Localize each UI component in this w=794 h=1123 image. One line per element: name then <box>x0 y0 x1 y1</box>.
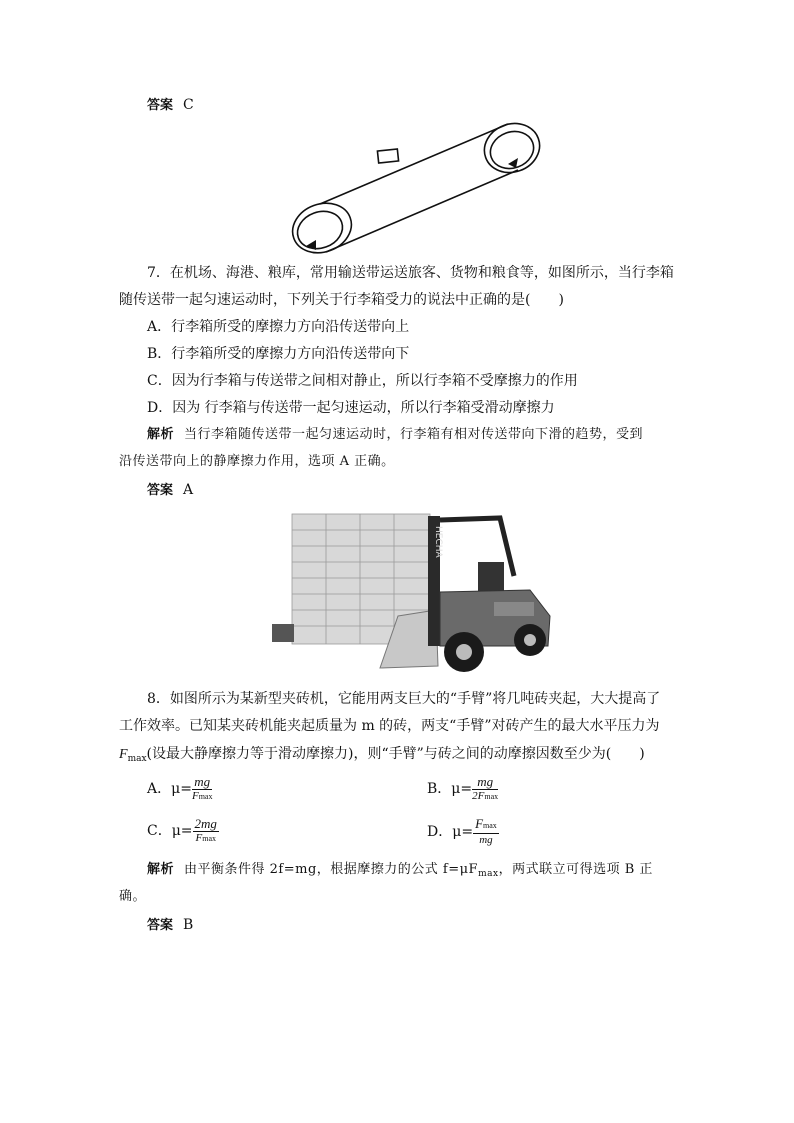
option-b-denominator: 2Fmax <box>472 790 499 802</box>
q7-answer-line <box>147 480 193 501</box>
option-d-prefix: D．μ= <box>427 824 474 840</box>
answer-label: 答案 <box>147 98 174 113</box>
q8-answer-line <box>147 915 193 936</box>
q8-analysis-line1 <box>147 860 653 884</box>
option-a-denominator: Fmax <box>191 790 213 802</box>
option-b-numerator: mg <box>472 775 498 790</box>
q8-option-a <box>147 775 212 803</box>
analysis-label: 解析 <box>147 427 175 442</box>
q8-analysis-line2: 确。 <box>119 889 147 904</box>
q7-option-d: D．因为 行李箱与传送带一起匀速运动，所以行李箱受滑动摩擦力 <box>147 400 555 416</box>
q7-analysis-line2: 沿传送带向上的静摩擦力作用，选项 A 正确。 <box>119 454 395 469</box>
analysis-text: 当行李箱随传送带一起匀速运动时，行李箱有相对传送带向下滑的趋势，受到 <box>184 427 644 442</box>
q7-option-c: C．因为行李箱与传送带之间相对静止，所以行李箱不受摩擦力的作用 <box>147 373 578 389</box>
brick-clamp-forklift-photo <box>268 506 558 676</box>
answer-line-prev <box>147 95 194 116</box>
q8-option-d <box>427 817 499 847</box>
answer-value: A <box>183 482 194 498</box>
q7-option-b: B．行李箱所受的摩擦力方向沿传送带向下 <box>147 346 410 362</box>
q8-line1: 8．如图所示为某新型夹砖机，它能用两支巨大的“手臂”将几吨砖夹起，大大提高了 <box>147 691 661 707</box>
option-c-denominator: Fmax <box>195 832 216 844</box>
q8-option-b <box>427 775 498 803</box>
q7-line1: 7．在机场、海港、粮库，常用输送带运送旅客、货物和粮食等，如图所示，当行李箱 <box>147 265 674 281</box>
option-b-fraction <box>472 775 498 803</box>
option-d-numerator: Fmax <box>473 817 499 834</box>
forklift-brand-text: HECHA <box>433 526 443 558</box>
q7-option-a: A．行李箱所受的摩擦力方向沿传送带向上 <box>147 319 410 335</box>
analysis-text: 由平衡条件得 2f=mg，根据摩擦力的公式 f=μF <box>184 862 479 877</box>
analysis-subscript: max <box>478 869 499 879</box>
conveyor-belt-figure <box>282 118 562 258</box>
force-subscript: max <box>127 754 147 764</box>
q7-line2: 随传送带一起匀速运动时，下列关于行李箱受力的说法中正确的是( ) <box>119 292 564 308</box>
q8-option-c <box>147 817 219 845</box>
analysis-text-end: ，两式联立可得选项 B 正 <box>498 862 653 877</box>
analysis-label: 解析 <box>147 862 175 877</box>
answer-label: 答案 <box>147 918 174 933</box>
q7-analysis-line1 <box>147 425 643 445</box>
option-c-numerator: 2mg <box>194 816 217 831</box>
option-a-prefix: A．μ= <box>147 781 192 797</box>
option-c-fraction <box>193 817 219 845</box>
q8-line3 <box>119 744 645 769</box>
q8-line2: 工作效率。已知某夹砖机能夹起质量为 m 的砖，两支“手臂”对砖产生的最大水平压力为 <box>119 718 660 734</box>
force-symbol: F <box>119 747 128 762</box>
option-b-prefix: B．μ= <box>427 781 473 797</box>
option-a-numerator: mg <box>192 775 213 790</box>
option-a-fraction <box>192 775 213 803</box>
option-d-fraction <box>473 817 499 847</box>
option-d-denominator: mg <box>479 834 493 846</box>
option-c-prefix: C．μ= <box>147 823 193 839</box>
answer-value: B <box>183 917 194 933</box>
answer-label: 答案 <box>147 483 174 498</box>
answer-value: C <box>183 97 194 113</box>
q8-line3-text: (设最大静摩擦力等于滑动摩擦力)，则“手臂”与砖之间的动摩擦因数至少为( ) <box>146 746 645 762</box>
